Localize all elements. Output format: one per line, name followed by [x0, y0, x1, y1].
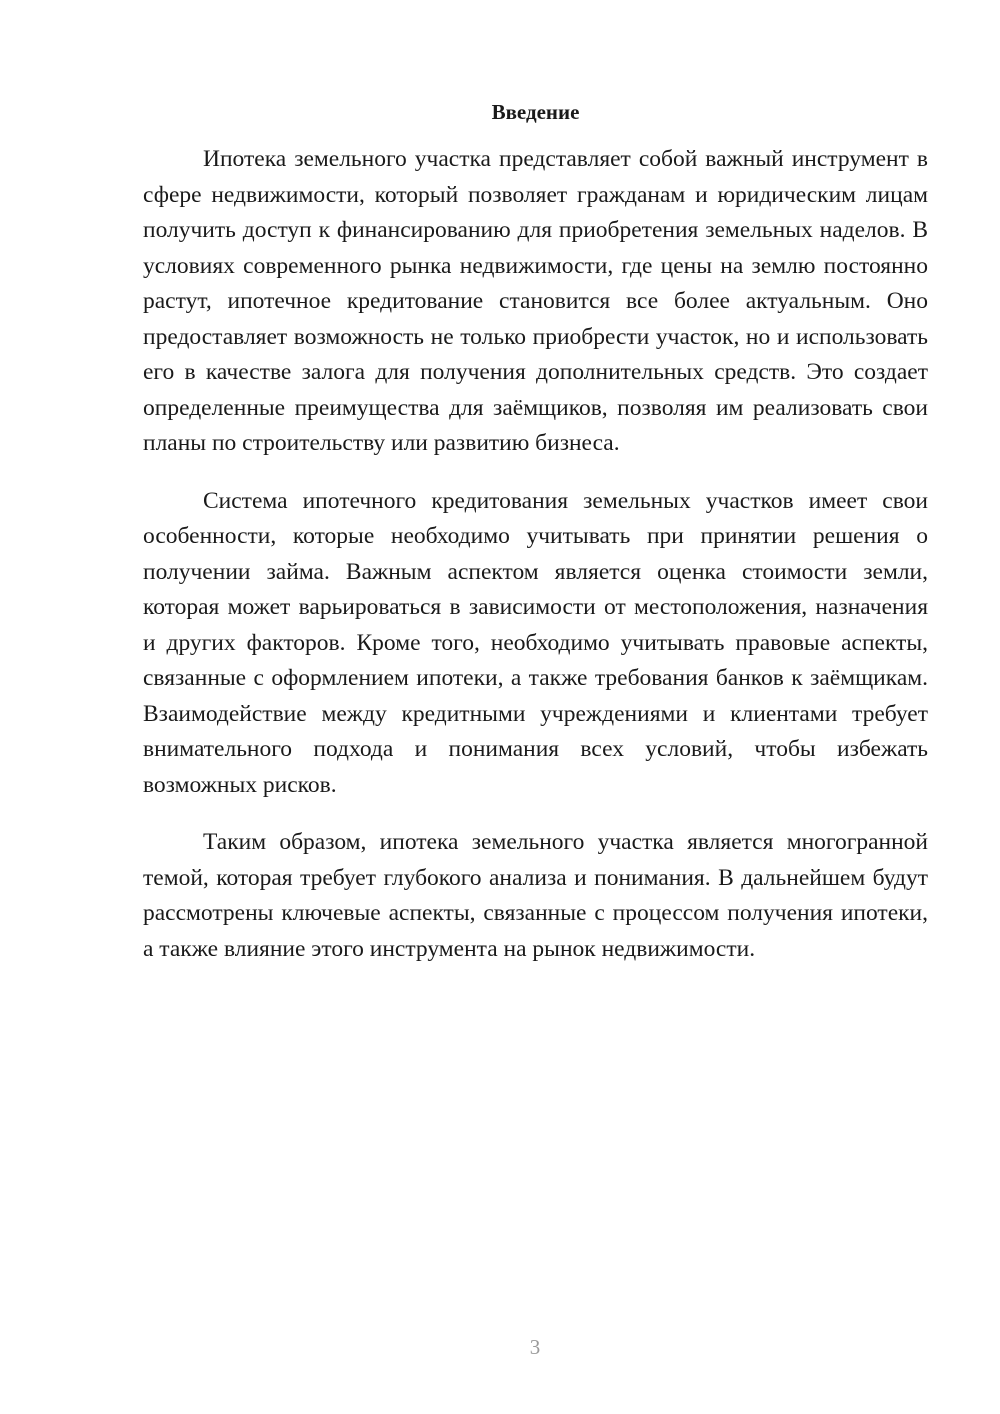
page-number: 3 — [529, 1335, 541, 1359]
paragraph-3: Таким образом, ипотека земельного участка является многогранной темой, которая требует глубокого анализа и понимания. В дальнейшем будут рассмотрены ключевые аспекты, связанные с процессом получения ипотеки, а также влияние этого инструмента на рынок недвижимости. — [143, 829, 928, 962]
section-heading: Введение — [491, 100, 580, 124]
paragraph-2: Система ипотечного кредитования земельных участков имеет свои особенности, которые необходимо учитывать при принятии решения о получении займа. Важным аспектом является оценка стоимости земли, которая может варьироваться в зависимости от местоположения, назначения и других факторов. Кроме того, необходимо учитывать правовые аспекты, связанные с оформлением ипотеки, а также требования банков к заёмщикам. Взаимодействие между кредитными учреждениями и клиентами требует внимательного подхода и понимания всех условий, чтобы избежать возможных рисков. — [143, 487, 928, 798]
paragraph-1: Ипотека земельного участка представляет собой важный инструмент в сфере недвижимости, который позволяет гражданам и юридическим лицам получить доступ к финансированию для приобретения земельных наделов. В условиях современного рынка недвижимости, где цены на землю постоянно растут, ипотечное кредитование становится все более актуальным. Оно предоставляет возможность не только приобрести участок, но и использовать его в качестве залога для получения дополнительных средств. Это создает определенные преимущества для заёмщиков, позволяя им реализовать свои планы по строительству или развитию бизнеса. — [143, 146, 928, 456]
body-text — [143, 142, 928, 989]
